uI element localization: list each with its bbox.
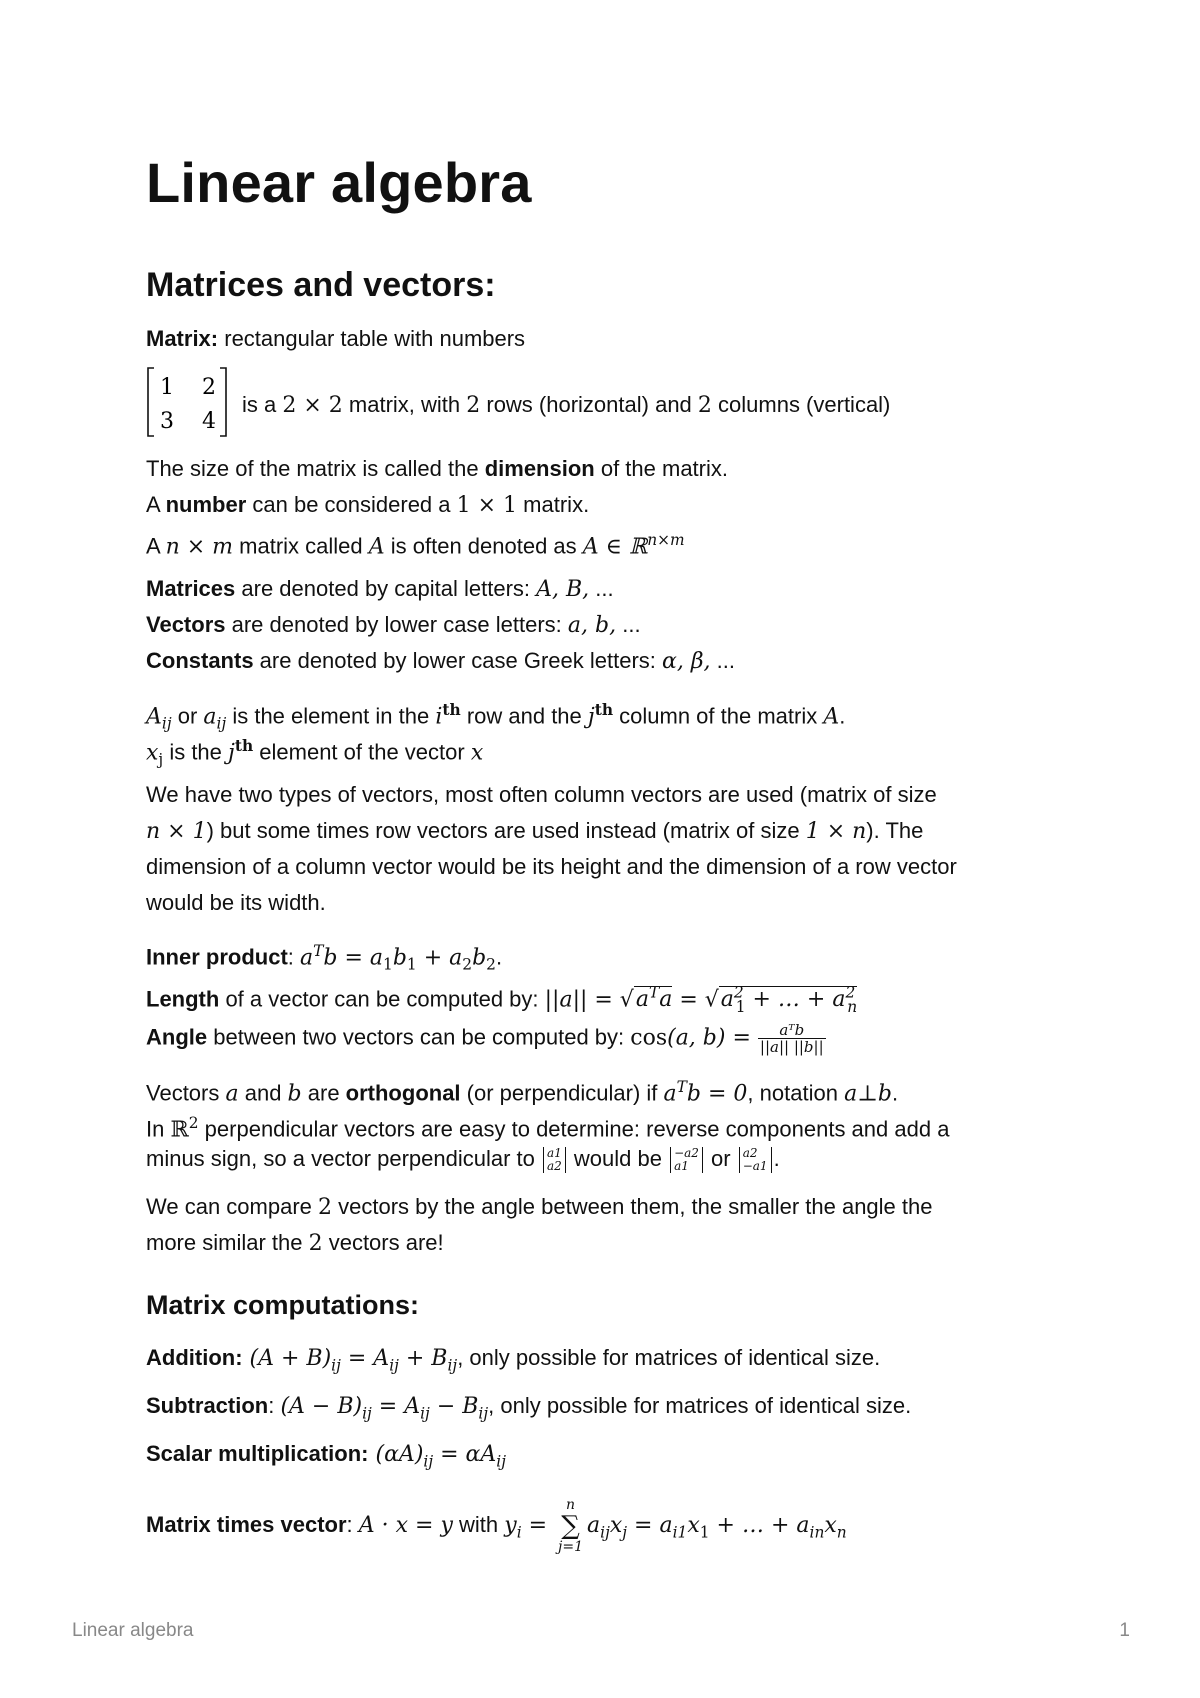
subtraction-rule: Subtraction: $(A - B)_{ij} = A_{ij} - B_{ij}$, only possible for matrices of identical size. <box>146 1393 912 1423</box>
vector-types-line-4: would be its width. <box>146 890 326 915</box>
orthogonal-sentence: Vectors a and b are orthogonal (or perpendicular) if $a^Tb = 0$, notation a⊥b. <box>146 1078 899 1107</box>
vector-types-line-3: dimension of a column vector would be its height and the dimension of a row vector <box>146 854 957 879</box>
summation-symbol: n ∑ j=1 <box>558 1497 584 1556</box>
compare-line-1: We can compare 2 vectors by the angle between them, the smaller the angle the <box>146 1194 933 1220</box>
vector-perp-2: a2 −a1 <box>739 1147 772 1173</box>
vector-types-line-2: n × 1) but some times row vectors are used instead (matrix of size 1 × n). The <box>146 818 924 844</box>
vector-length: Length of a vector can be computed by: $||a|| = √a^Ta = √a^2_1$ + … + $a^2_n$ <box>146 984 858 1016</box>
matrix-entry: 3 <box>160 409 174 434</box>
addition-rule: Addition: $(A + B)_{ij} = A_{ij} + B_{ij}$, only possible for matrices of identical size. <box>146 1345 881 1375</box>
vector-perp-1: −a2 a1 <box>670 1147 703 1173</box>
matrices-notation: Matrices are denoted by capital letters: A, B, ... <box>146 576 614 602</box>
vector-element-definition: $x_j$ is the $j^{th}$ element of the vector x <box>146 737 484 769</box>
r2-perpendicular-sentence: In ℝ$^2$ perpendicular vectors are easy to determine: reverse components and add a <box>146 1114 950 1143</box>
vector-types-line-1: We have two types of vectors, most often column vectors are used (matrix of size <box>146 782 937 807</box>
matrix-entry: 2 <box>202 375 216 400</box>
matrix-times-vector-rule: Matrix times vector: A · x = y with $y_i = n$ ∑ $j=1a_{ij}x_j = a_{i1}x_1$ + … + $a_{in}x_n$ <box>146 1497 847 1556</box>
number-sentence: A number can be considered a 1 × 1 matrix. <box>146 492 590 518</box>
matrix-dimension-sentence: is a 2 × 2 matrix, with 2 rows (horizontal) and 2 columns (vertical) <box>242 392 891 418</box>
page-number: 1 <box>1119 1620 1130 1641</box>
inner-product: Inner product: $a^Tb = a_1b_1 + a_2b_2$. <box>146 942 503 974</box>
section-heading-matrices-vectors: Matrices and vectors: <box>146 266 496 304</box>
compare-line-2: more similar the 2 vectors are! <box>146 1230 444 1256</box>
footer-title: Linear algebra <box>72 1620 194 1641</box>
vector-angle: Angle between two vectors can be computed by: cos(a, b) = $\frac{\text{aᵀb}}{||a|| ||b||}$ <box>146 1021 824 1056</box>
section-heading-matrix-computations: Matrix computations: <box>146 1290 420 1320</box>
element-definition: $A_{ij}$ or $a_{ij}$ is the element in the $i^{th}$ row and the $j^{th}$ column of the matrix A. <box>146 701 846 733</box>
example-matrix <box>146 366 228 438</box>
page-title: Linear algebra <box>146 151 532 214</box>
minus-sign-sentence: minus sign, so a vector perpendicular to a1 a2 would be −a2 a1 or a2 −a1 . <box>146 1146 780 1174</box>
vectors-notation: Vectors are denoted by lower case letters: a, b, ... <box>146 612 641 638</box>
angle-fraction: $\frac{\text{aᵀb}}{||a|| ||b||}$ <box>759 1021 824 1056</box>
nxm-sentence: A n × m matrix called A is often denoted as A ∈ ℝ$^{n\times m}$ <box>146 531 685 560</box>
matrix-entry: 1 <box>160 375 174 400</box>
vector-a: a1 a2 <box>543 1147 566 1173</box>
matrix-definition: Matrix: rectangular table with numbers <box>146 326 526 351</box>
dimension-sentence: The size of the matrix is called the dimension of the matrix. <box>146 456 728 481</box>
constants-notation: Constants are denoted by lower case Greek letters: α, β, ... <box>146 648 736 674</box>
matrix-entry: 4 <box>202 409 216 434</box>
scalar-multiplication-rule: Scalar multiplication: $(\alpha A)_{ij} = \alpha A_{ij}$ <box>146 1441 506 1471</box>
